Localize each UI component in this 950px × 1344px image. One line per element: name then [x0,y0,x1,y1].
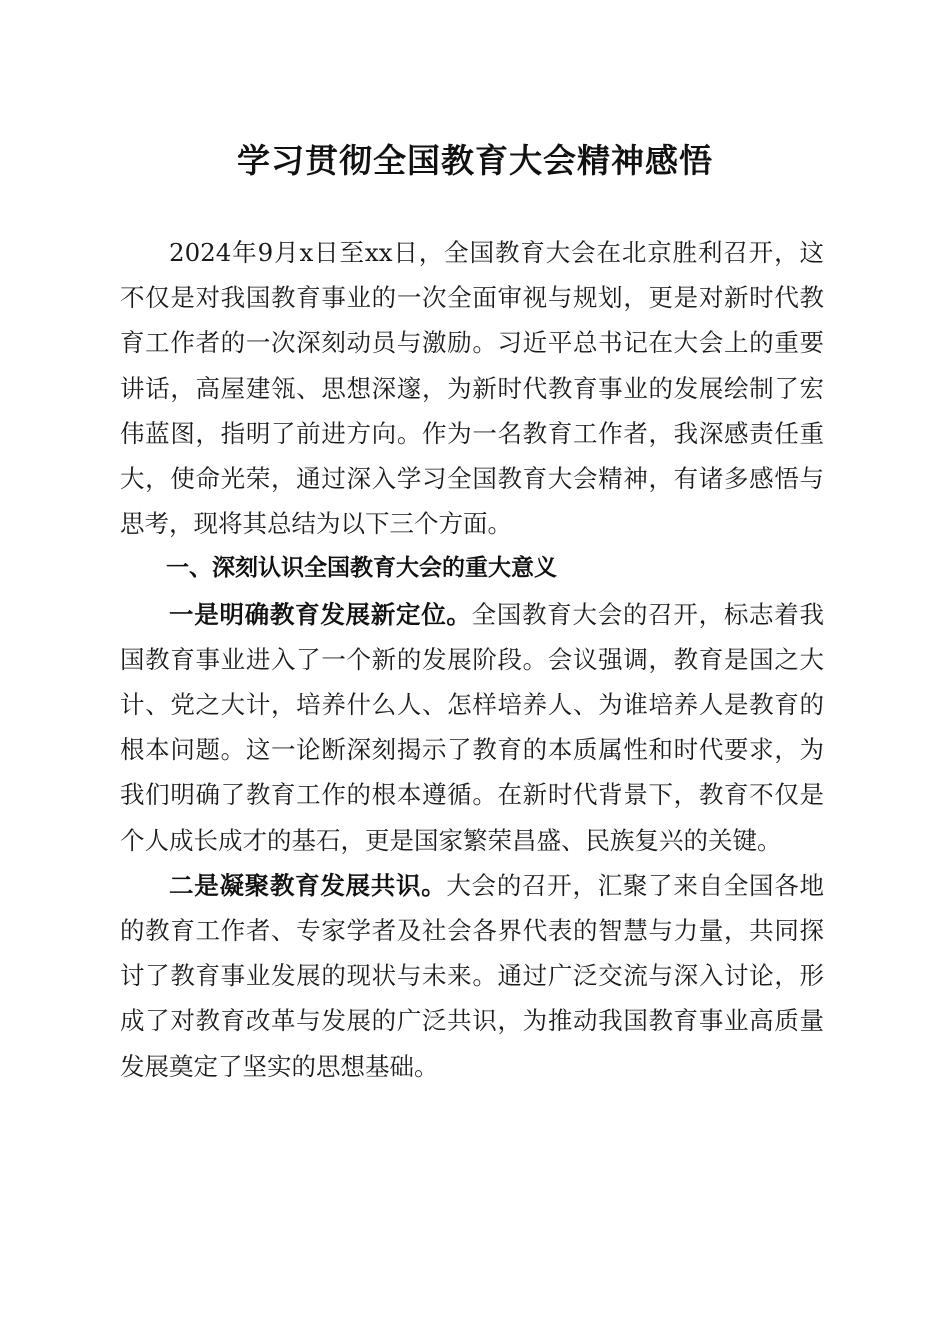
point-text-2: 大会的召开，汇聚了来自全国各地的教育工作者、专家学者及社会各界代表的智慧与力量，共同探讨了教育事业发展的现状与未来。通过广泛交流与深入讨论，形成了对教育改革与发展的广泛共识，为推动我国教育事业高质量发展奠定了坚实的思想基础。 [120,870,825,1081]
point-lead-2: 二是凝聚教育发展共识。 [169,870,447,900]
point-paragraph-2 [120,863,824,1089]
point-text-1: 全国教育大会的召开，标志着我国教育事业进入了一个新的发展阶段。会议强调，教育是国之大计、党之大计，培养什么人、怎样培养人、为谁培养人是教育的根本问题。这一论断深刻揭示了教育的本质属性和时代要求，为我们明确了教育工作的根本遵循。在新时代背景下，教育不仅是个人成长成才的基石，更是国家繁荣昌盛、民族复兴的关键。 [120,599,824,855]
intro-paragraph: 2024年9月x日至xx日，全国教育大会在北京胜利召开，这不仅是对我国教育事业的一次全面审视与规划，更是对新时代教育工作者的一次深刻动员与激励。习近平总书记在大会上的重要讲话，高屋建瓴、思想深邃，为新时代教育事业的发展绘制了宏伟蓝图，指明了前进方向。作为一名教育工作者，我深感责任重大，使命光荣，通过深入学习全国教育大会精神，有诸多感悟与思考，现将其总结为以下三个方面。 [120,238,824,539]
section-heading: 一、深刻认识全国教育大会的重大意义 [166,555,557,582]
document-body [120,230,824,1089]
point-paragraph-1 [120,592,824,863]
point-lead-1: 一是明确教育发展新定位。 [169,599,472,629]
document-title: 学习贯彻全国教育大会精神感悟 [237,141,713,180]
